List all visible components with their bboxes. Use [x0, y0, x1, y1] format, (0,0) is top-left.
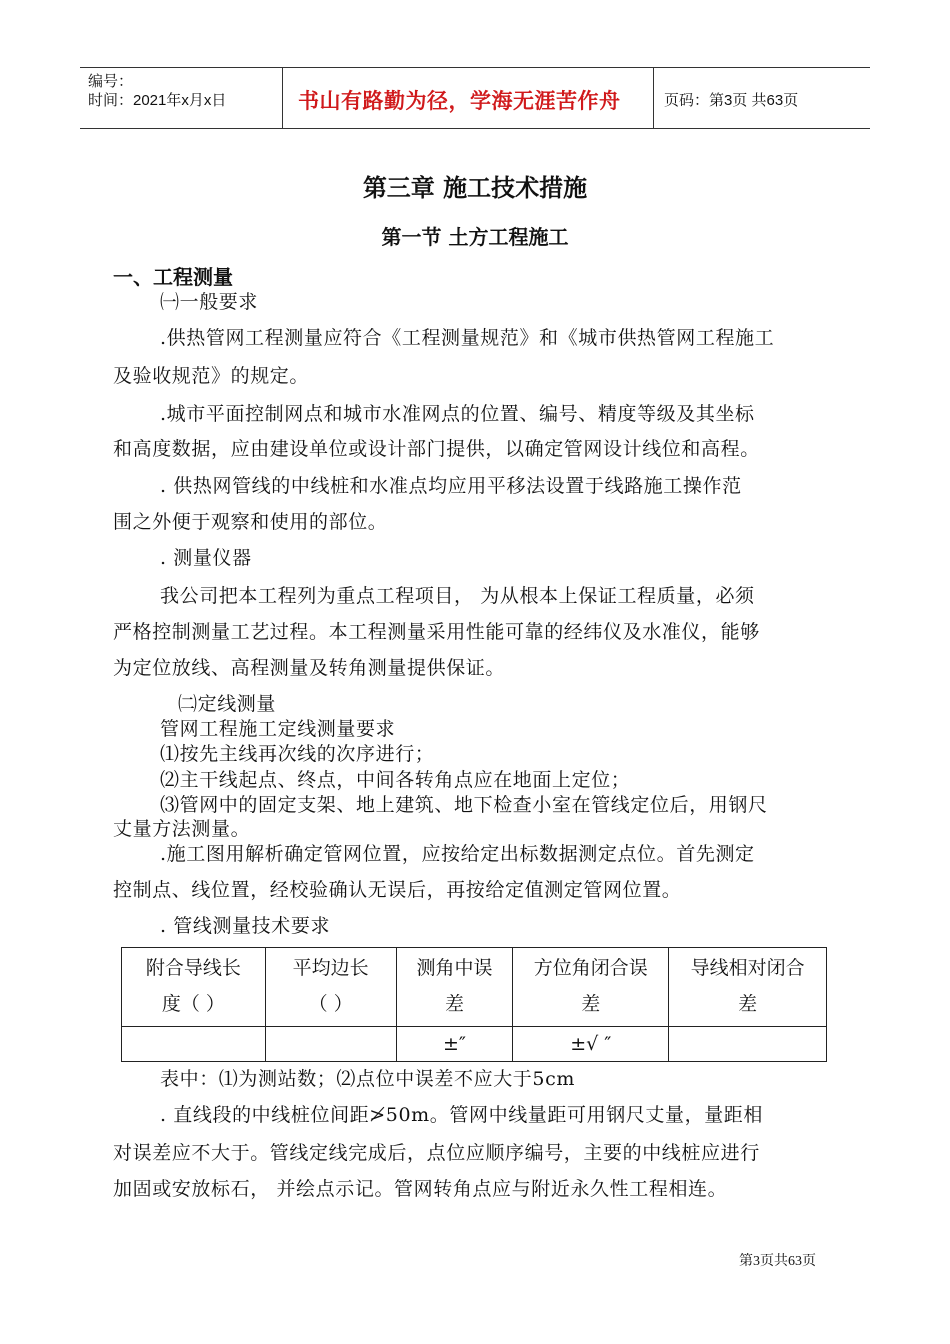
paragraph-line: 加固或安放标石， 并绘点示记。管网转角点应与附近永久性工程相连。 — [113, 1178, 728, 1200]
paragraph-line: . 测量仪器 — [160, 547, 252, 569]
paragraph-line: 控制点、线位置，经校验确认无误后，再按给定值测定管网位置。 — [113, 879, 682, 901]
subheading-general: ㈠一般要求 — [160, 291, 259, 313]
table-cell: ±″ — [396, 1027, 513, 1062]
list-item: ⑵主干线起点、终点，中间各转角点应在地面上定位； — [160, 769, 631, 791]
paragraph-line: .施工图用解析确定管网位置，应按给定出标数据测定点位。首先测定 — [160, 843, 755, 865]
table-cell: ±√ ″ — [513, 1027, 669, 1062]
chapter-title: 第三章 施工技术措施 — [362, 174, 588, 202]
table-cell — [669, 1027, 827, 1062]
paragraph-line: 对误差应不大于。管线定线完成后，点位应顺序编号，主要的中线桩应进行 — [113, 1142, 760, 1164]
paragraph-line: 严格控制测量工艺过程。本工程测量采用性能可靠的经纬仪及水准仪，能够 — [113, 621, 760, 643]
header-page-label: 页码：第3页 共63页 — [664, 92, 799, 109]
section-title: 第一节 土方工程施工 — [381, 225, 569, 249]
table-header-cell: 附合导线长 度（ ） — [122, 948, 266, 1027]
page-footer: 第3页共63页 — [739, 1254, 816, 1269]
list-item: ⑴按先主线再次线的次序进行； — [160, 743, 435, 765]
table-cell — [122, 1027, 266, 1062]
header-motto: 书山有路勤为径，学海无涯苦作舟 — [298, 89, 621, 113]
table-cell — [265, 1027, 396, 1062]
paragraph-line: 管网工程施工定线测量要求 — [160, 718, 396, 740]
paragraph-line: . 供热网管线的中线桩和水准点均应用平移法设置于线路施工操作范 — [160, 475, 742, 497]
paragraph-line: 及验收规范》的规定。 — [113, 365, 310, 387]
paragraph-line: 围之外便于观察和使用的部位。 — [113, 511, 388, 533]
paragraph-line: 我公司把本工程列为重点工程项目， 为从根本上保证工程质量，必须 — [160, 585, 755, 607]
paragraph-line: .供热管网工程测量应符合《工程测量规范》和《城市供热管网工程施工 — [160, 327, 775, 349]
header-code-label: 编号： — [88, 73, 134, 90]
survey-spec-table — [121, 947, 827, 1062]
list-item: ⑶管网中的固定支架、地上建筑、地下检查小室在管线定位后，用钢尺 — [160, 794, 768, 816]
table-header-cell: 导线相对闭合 差 — [669, 948, 827, 1027]
list-item-continued: 丈量方法测量。 — [113, 818, 251, 840]
table-row — [122, 1027, 827, 1062]
table-header-cell: 方位角闭合误 差 — [513, 948, 669, 1027]
paragraph-line: . 直线段的中线桩位间距≯50m。管网中线量距可用钢尺丈量，量距相 — [160, 1104, 763, 1126]
table-header-cell: 平均边长 （ ） — [265, 948, 396, 1027]
subheading-alignment: ㈡定线测量 — [178, 693, 277, 715]
paragraph-line: 为定位放线、高程测量及转角测量提供保证。 — [113, 657, 506, 679]
table-note: 表中：⑴为测站数；⑵点位中误差不应大于5cm — [160, 1068, 575, 1090]
heading-survey: 一、工程测量 — [113, 265, 233, 289]
header-time-label: 时间：2021年x月x日 — [88, 92, 227, 109]
paragraph-line: 和高度数据，应由建设单位或设计部门提供，以确定管网设计线位和高程。 — [113, 438, 760, 460]
table-header-cell: 测角中误 差 — [396, 948, 513, 1027]
table-header-row — [122, 948, 827, 1027]
paragraph-line: . 管线测量技术要求 — [160, 915, 331, 937]
paragraph-line: .城市平面控制网点和城市水准网点的位置、编号、精度等级及其坐标 — [160, 403, 755, 425]
